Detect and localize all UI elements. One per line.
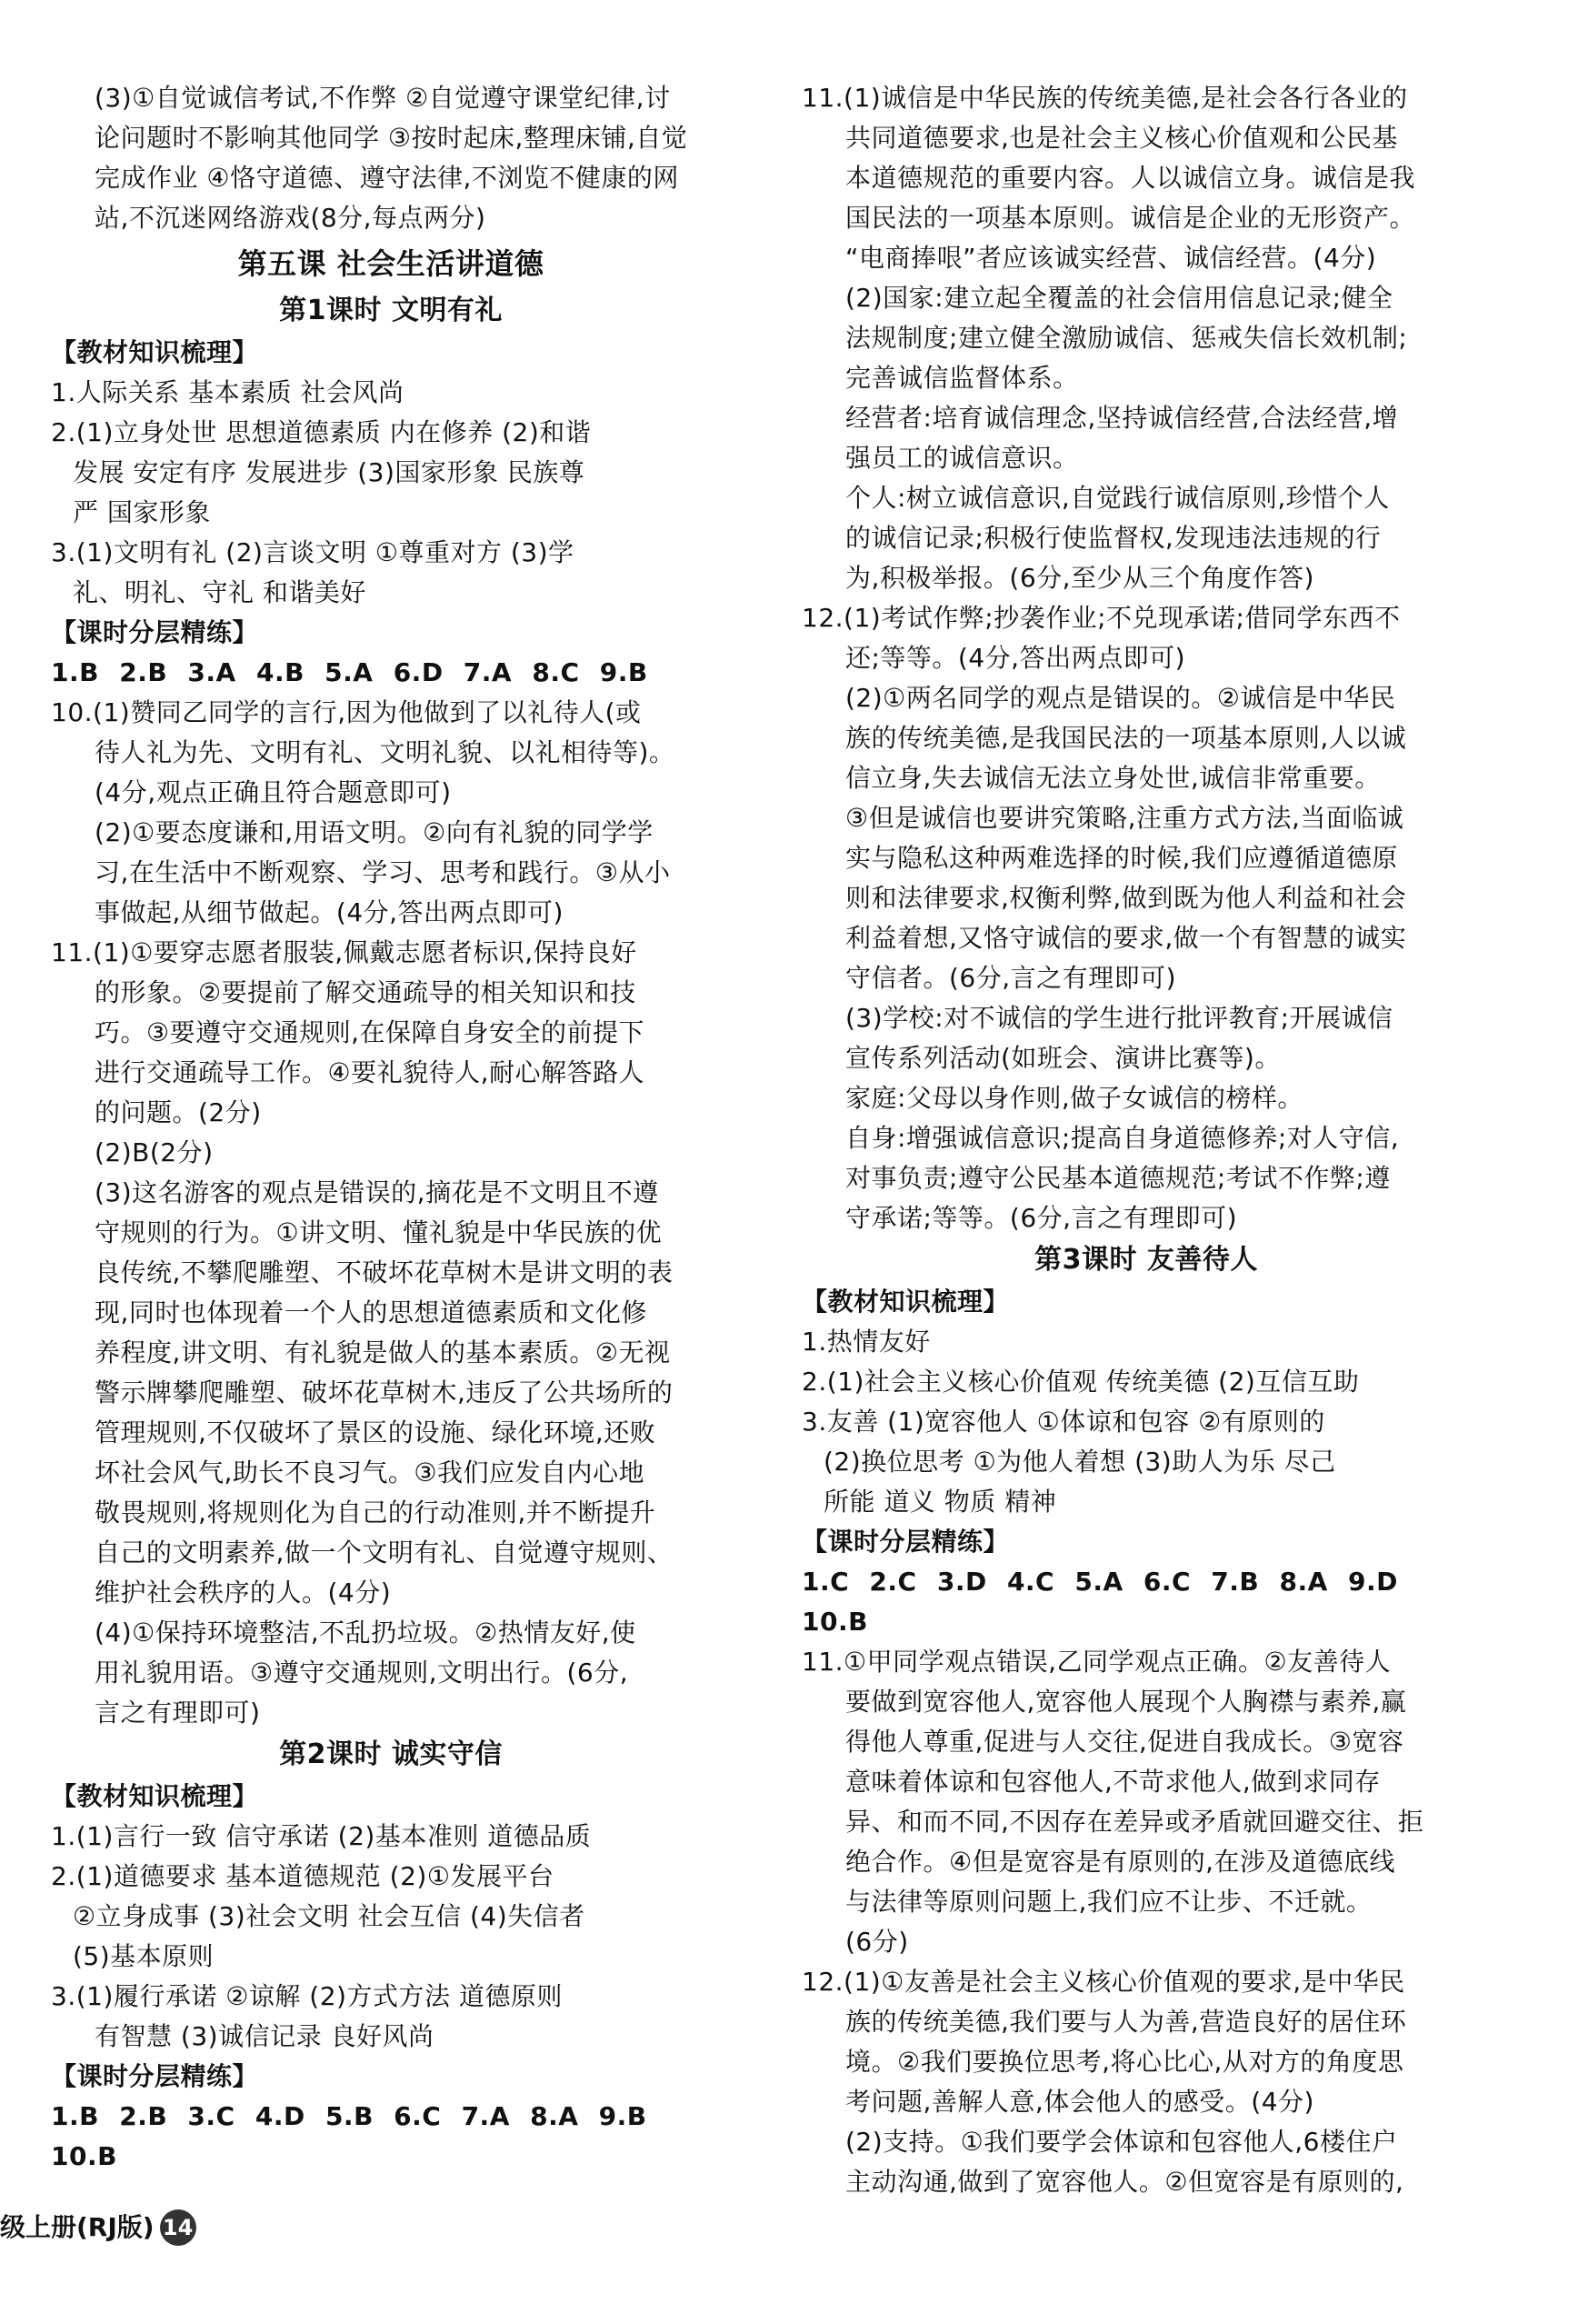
section-title: 第1课时 文明有礼: [279, 295, 503, 326]
text-line: 为,积极举报。(6分,至少从三个角度作答): [845, 563, 1314, 593]
text-line: 11.(1)诚信是中华民族的传统美德,是社会各行各业的: [802, 83, 1408, 113]
text-line: 守信者。(6分,言之有理即可): [845, 963, 1177, 993]
text-line: 习,在生活中不断观察、学习、思考和践行。③从小: [95, 857, 671, 887]
text-line: 敬畏规则,将规则化为自己的行动准则,并不断提升: [95, 1498, 656, 1528]
text-line: 宣传系列活动(如班会、演讲比赛等)。: [845, 1043, 1281, 1073]
text-line: 发展 安定有序 发展进步 (3)国家形象 民族尊: [73, 457, 585, 487]
text-line: (2)①要态度谦和,用语文明。②向有礼貌的同学学: [95, 817, 654, 847]
text-line: 11.(1)①要穿志愿者服装,佩戴志愿者标识,保持良好: [51, 937, 637, 967]
text-line: 11.①甲同学观点错误,乙同学观点正确。②友善待人: [802, 1647, 1392, 1677]
text-line: 维护社会秩序的人。(4分): [95, 1578, 392, 1608]
page-number: 14: [160, 2209, 196, 2246]
text-line: 严 国家形象: [73, 497, 211, 527]
text-line: 完成作业 ④恪守道德、遵守法律,不浏览不健康的网: [95, 163, 679, 193]
text-line: 本道德规范的重要内容。人以诚信立身。诚信是我: [845, 163, 1416, 193]
text-line: (2)B(2分): [95, 1137, 214, 1167]
text-line: (2)国家:建立起全覆盖的社会信用信息记录;健全: [845, 283, 1393, 313]
text-line: 用礼貌用语。③遵守交通规则,文明出行。(6分,: [95, 1658, 629, 1688]
text-line: “电商捧哏”者应该诚实经营、诚信经营。(4分): [845, 243, 1377, 273]
section-label: 【教材知识梳理】: [51, 1781, 259, 1811]
text-line: 坏社会风气,助长不良习气。③我们应发自内心地: [95, 1458, 645, 1488]
text-line: (3)这名游客的观点是错误的,摘花是不文明且不遵: [95, 1177, 659, 1207]
text-line: 完善诚信监督体系。: [845, 363, 1079, 393]
text-line: 进行交通疏导工作。④要礼貌待人,耐心解答路人: [95, 1057, 645, 1087]
text-line: 3.友善 (1)宽容他人 ①体谅和包容 ②有原则的: [802, 1407, 1325, 1437]
text-line: 要做到宽容他人,宽容他人展现个人胸襟与素养,赢: [845, 1687, 1407, 1717]
text-line: 养程度,讲文明、有礼貌是做人的基本素质。②无视: [95, 1337, 671, 1367]
text-line: (3)学校:对不诚信的学生进行批评教育;开展诚信: [845, 1003, 1393, 1033]
text-line: 良传统,不攀爬雕塑、不破坏花草树木是讲文明的表: [95, 1257, 674, 1287]
text-line: 的问题。(2分): [95, 1097, 262, 1127]
section-label: 【教材知识梳理】: [51, 337, 259, 367]
text-line: 得他人尊重,促进与人交往,促进自我成长。③宽容: [845, 1727, 1404, 1757]
text-line: 守承诺;等等。(6分,言之有理即可): [845, 1203, 1237, 1233]
text-line: 境。②我们要换位思考,将心比心,从对方的角度思: [845, 2047, 1404, 2077]
text-line: 2.(1)社会主义核心价值观 传统美德 (2)互信互助: [802, 1367, 1360, 1397]
text-line: 12.(1)①友善是社会主义核心价值观的要求,是中华民: [802, 1967, 1405, 1997]
text-line: 论问题时不影响其他同学 ③按时起床,整理床铺,自觉: [95, 123, 688, 153]
text-line: 对事负责;遵守公民基本道德规范;考试不作弊;遵: [845, 1163, 1391, 1193]
text-line: 自身:增强诚信意识;提高自身道德修养;对人守信,: [845, 1123, 1400, 1153]
text-line: 3.(1)履行承诺 ②谅解 (2)方式方法 道德原则: [51, 1981, 563, 2011]
text-line: 信立身,失去诚信无法立身处世,诚信非常重要。: [845, 763, 1381, 793]
answer-key-line: 1.B 2.B 3.C 4.D 5.B 6.C 7.A 8.A 9.B: [51, 2101, 647, 2131]
answer-key-line: 1.B 2.B 3.A 4.B 5.A 6.D 7.A 8.C 9.B: [51, 657, 648, 687]
footer-label: 级上册(RJ版): [0, 2212, 155, 2242]
lesson-title: 第五课 社会生活讲道德: [237, 246, 544, 281]
right-column: [802, 78, 1491, 2202]
text-line: 利益着想,又恪守诚信的要求,做一个有智慧的诚实: [845, 923, 1407, 953]
text-line: 族的传统美德,是我国民法的一项基本原则,人以诚: [845, 723, 1407, 753]
text-line: (4)①保持环境整洁,不乱扔垃圾。②热情友好,使: [95, 1618, 636, 1648]
text-line: 意味着体谅和包容他人,不苛求他人,做到求同存: [845, 1767, 1381, 1797]
answer-key-line: 1.C 2.C 3.D 4.C 5.A 6.C 7.B 8.A 9.D: [802, 1567, 1398, 1597]
text-line: (4分,观点正确且符合题意即可): [95, 777, 452, 807]
text-line: 自己的文明素养,做一个文明有礼、自觉遵守规则、: [95, 1538, 674, 1568]
text-line: (2)①两名同学的观点是错误的。②诚信是中华民: [845, 683, 1396, 713]
text-line: 现,同时也体现着一个人的思想道德素质和文化修: [95, 1297, 647, 1327]
text-line: 与法律等原则问题上,我们应不让步、不迁就。: [845, 1887, 1373, 1917]
text-line: 个人:树立诚信意识,自觉践行诚信原则,珍惜个人: [845, 483, 1390, 513]
text-line: 强员工的诚信意识。: [845, 443, 1079, 473]
left-column: [51, 78, 731, 2177]
text-line: (6分): [845, 1927, 909, 1957]
text-line: 1.热情友好: [802, 1327, 931, 1357]
page-footer: [0, 2208, 196, 2248]
text-line: 12.(1)考试作弊;抄袭作业;不兑现承诺;借同学东西不: [802, 603, 1401, 633]
text-line: 巧。③要遵守交通规则,在保障自身安全的前提下: [95, 1017, 645, 1047]
text-line: 还;等等。(4分,答出两点即可): [845, 643, 1185, 673]
section-title: 第2课时 诚实守信: [279, 1738, 503, 1770]
text-line: 言之有理即可): [95, 1698, 261, 1728]
section-label: 【课时分层精练】: [802, 1527, 1010, 1557]
section-label: 【课时分层精练】: [51, 2061, 259, 2091]
text-line: 有智慧 (3)诚信记录 良好风尚: [95, 2021, 434, 2051]
text-line: 礼、明礼、守礼 和谐美好: [73, 577, 366, 607]
text-line: (2)换位思考 ①为他人着想 (3)助人为乐 尽己: [824, 1447, 1336, 1477]
text-line: (5)基本原则: [73, 1941, 215, 1971]
text-line: (2)支持。①我们要学会体谅和包容他人,6楼住户: [845, 2127, 1398, 2157]
answer-key-line: 10.B: [802, 1607, 868, 1637]
text-line: 主动沟通,做到了宽容他人。②但宽容是有原则的,: [845, 2167, 1404, 2197]
text-line: 2.(1)立身处世 思想道德素质 内在修养 (2)和谐: [51, 417, 592, 447]
text-line: 法规制度;建立健全激励诚信、惩戒失信长效机制;: [845, 323, 1408, 353]
answer-key-line: 10.B: [51, 2141, 117, 2171]
text-line: 事做起,从细节做起。(4分,答出两点即可): [95, 897, 564, 927]
text-line: 警示牌攀爬雕塑、破坏花草树木,违反了公共场所的: [95, 1377, 674, 1407]
text-line: 异、和而不同,不因存在差异或矛盾就回避交往、拒: [845, 1807, 1424, 1837]
text-line: ②立身成事 (3)社会文明 社会互信 (4)失信者: [73, 1901, 585, 1931]
section-label: 【教材知识梳理】: [802, 1287, 1010, 1317]
text-line: 则和法律要求,权衡利弊,做到既为他人利益和社会: [845, 883, 1407, 913]
text-line: 站,不沉迷网络游戏(8分,每点两分): [95, 203, 486, 233]
text-line: 族的传统美德,我们要与人为善,营造良好的居住环: [845, 2007, 1407, 2037]
text-line: 2.(1)道德要求 基本道德规范 (2)①发展平台: [51, 1861, 554, 1891]
text-line: 管理规则,不仅破坏了景区的设施、绿化环境,还败: [95, 1417, 656, 1447]
text-line: 绝合作。④但是宽容是有原则的,在涉及道德底线: [845, 1847, 1396, 1877]
text-line: 家庭:父母以身作则,做子女诚信的榜样。: [845, 1083, 1303, 1113]
text-line: 实与隐私这种两难选择的时候,我们应遵循道德原: [845, 843, 1398, 873]
text-line: (3)①自觉诚信考试,不作弊 ②自觉遵守课堂纪律,讨: [95, 83, 671, 113]
text-line: ③但是诚信也要讲究策略,注重方式方法,当面临诚: [845, 803, 1404, 833]
text-line: 经营者:培育诚信理念,坚持诚信经营,合法经营,增: [845, 403, 1399, 433]
text-line: 待人礼为先、文明有礼、文明礼貌、以礼相待等)。: [95, 737, 675, 767]
text-line: 3.(1)文明有礼 (2)言谈文明 ①尊重对方 (3)学: [51, 537, 574, 567]
text-line: 1.(1)言行一致 信守承诺 (2)基本准则 道德品质: [51, 1821, 592, 1851]
text-line: 所能 道义 物质 精神: [824, 1487, 1057, 1517]
text-line: 的诚信记录;积极行使监督权,发现违法违规的行: [845, 523, 1382, 553]
text-line: 守规则的行为。①讲文明、懂礼貌是中华民族的优: [95, 1217, 663, 1247]
text-line: 10.(1)赞同乙同学的言行,因为他做到了以礼待人(或: [51, 697, 642, 727]
text-line: 1.人际关系 基本素质 社会风尚: [51, 377, 404, 407]
text-line: 考问题,善解人意,体会他人的感受。(4分): [845, 2087, 1314, 2117]
section-label: 【课时分层精练】: [51, 617, 259, 647]
text-line: 国民法的一项基本原则。诚信是企业的无形资产。: [845, 203, 1416, 233]
text-line: 的形象。②要提前了解交通疏导的相关知识和技: [95, 977, 636, 1007]
text-line: 共同道德要求,也是社会主义核心价值观和公民基: [845, 123, 1398, 153]
section-title: 第3课时 友善待人: [1034, 1244, 1258, 1276]
